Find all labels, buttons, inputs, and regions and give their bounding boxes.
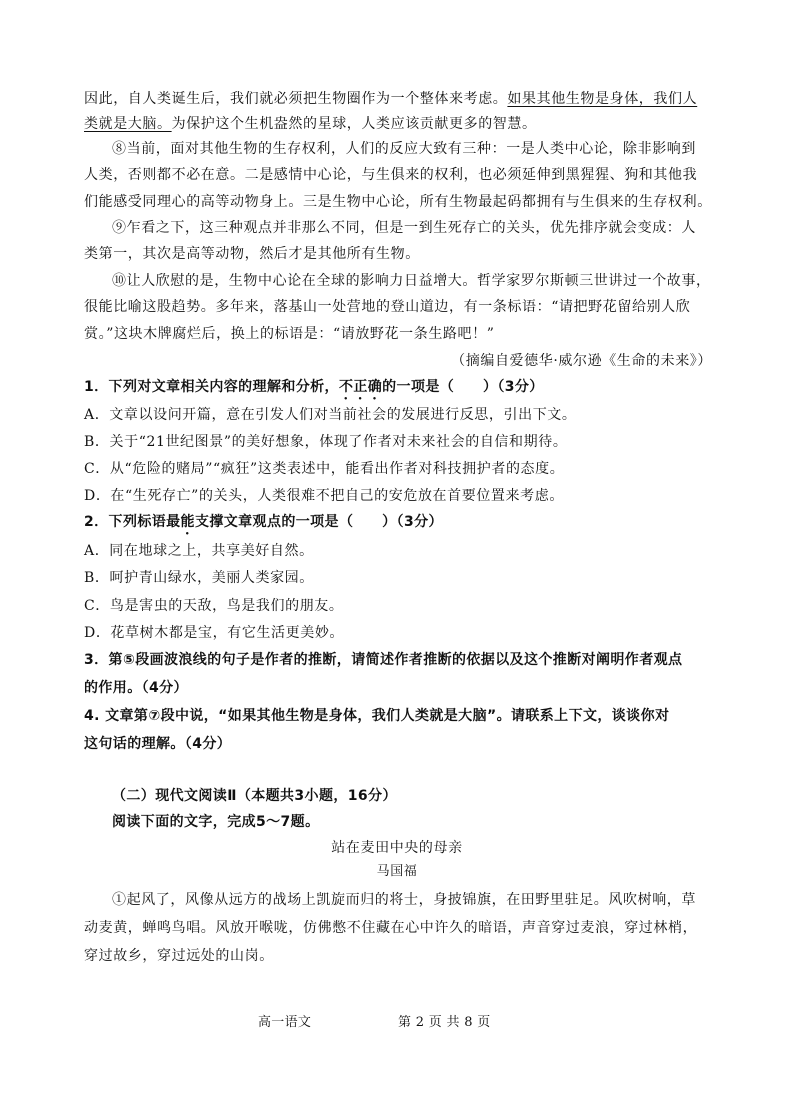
para7-underlined-sentence-part2: 类就是大脑。	[84, 116, 172, 132]
question-1-stem-pre: 1．下列对文章相关内容的理解和分析，	[84, 379, 339, 395]
question-3-line2: 的作用。（4分）	[84, 680, 188, 696]
source-citation: （摘编自爱德华·威尔逊《生命的未来》）	[451, 353, 712, 369]
para8-line1: ⑧当前，面对其他生物的生存权利，人们的反应大致有三种：一是人类中心论，除非影响到	[112, 141, 696, 157]
para7-line1	[84, 89, 697, 109]
para7-underlined-sentence-part1: 如果其他生物是身体，我们人	[507, 91, 698, 107]
para7-line2-text: 为保护这个生机盎然的星球，人类应该贡献更多的智慧。	[171, 116, 537, 132]
question-2-stem-post: 支撑文章观点的一项是（ ）（3分）	[194, 514, 443, 530]
para9-line2: 类第一，其次是高等动物，然后才是其他所有生物。	[84, 246, 420, 262]
question-1-option-b: B．关于“21世纪图景”的美好想象，体现了作者对未来社会的自信和期待。	[84, 434, 568, 450]
footer-subject: 高一语文	[258, 1015, 312, 1030]
question-1-option-a: A．文章以设问开篇，意在引发人们对当前社会的发展进行反思，引出下文。	[84, 407, 577, 423]
section-2-instruction: 阅读下面的文字，完成5～7题。	[112, 814, 320, 830]
question-1-emphasis: 不正确	[338, 379, 383, 395]
question-2-stem-pre: 2．下列标语最	[84, 514, 181, 530]
article-para1-line1: ①起风了，风像从远方的战场上凯旋而归的将士，身披锦旗，在田野里驻足。风吹树响，草	[112, 892, 696, 908]
article-para1-line2: 动麦黄，蝉鸣鸟唱。风放开喉咙，仿佛憋不住藏在心中许久的暗语，声音穿过麦浪，穿过林梢，	[84, 920, 698, 936]
question-1-option-c: C．从“危险的赌局”“疯狂”这类表述中，能看出作者对科技拥护者的态度。	[84, 461, 565, 477]
question-1-option-d: D．在“生死存亡”的关头，人类很难不把自己的安危放在首要位置来考虑。	[84, 488, 564, 504]
question-2-option-c: C．鸟是害虫的天敌，鸟是我们的朋友。	[84, 598, 344, 614]
question-2-emphasis: 能	[180, 514, 195, 530]
question-2-option-d: D．花草树木都是宝，有它生活更美妙。	[84, 625, 345, 641]
para7-line1-text: 因此，自人类诞生后，我们就必须把生物圈作为一个整体来考虑。	[84, 91, 508, 107]
question-1-stem-post: 的一项是（ ）（3分）	[382, 379, 544, 395]
article-title: 站在麦田中央的母亲	[331, 840, 463, 856]
question-2-option-b: B．呵护青山绿水，美丽人类家园。	[84, 570, 314, 586]
footer-page-number: 第 2 页 共 8 页	[398, 1015, 491, 1030]
article-author: 马国福	[376, 864, 418, 879]
question-3-line1: 3．第⑤段画波浪线的句子是作者的推断，请简述作者推断的依据以及这个推断对阐明作者观点	[84, 652, 683, 668]
para10-line1: ⑩让人欣慰的是，生物中心论在全球的影响力日益增大。哲学家罗尔斯顿三世讲过一个故事，	[112, 273, 711, 289]
question-4-line1: 4. 文章第⑦段中说，“如果其他生物是身体，我们人类就是大脑”。请联系上下文，谈谈你对	[84, 708, 670, 724]
question-2-option-a: A．同在地球之上，共享美好自然。	[84, 543, 314, 559]
question-1-stem	[84, 377, 544, 403]
para9-line1: ⑨乍看之下，这三种观点并非那么不同，但是一到生死存亡的关头，优先排序就会变成：人	[112, 220, 696, 236]
para10-line3: 赏。”这块木牌腐烂后，换上的标语是：“请放野花一条生路吧！”	[84, 326, 495, 342]
section-2-heading: （二）现代文阅读Ⅱ（本题共3小题，16分）	[112, 788, 397, 804]
question-4-line2: 这句话的理解。（4分）	[84, 736, 232, 752]
article-para1-line3: 穿过故乡，穿过远处的山岗。	[84, 948, 274, 964]
para10-line2: 很能比喻这股趋势。多年来，落基山一处营地的登山道边，有一条标语：“请把野花留给别人欣	[84, 299, 691, 315]
para8-line2: 人类，否则都不必在意。二是感情中心论，与生俱来的权利，也必须延伸到黑猩猩、狗和其他我	[84, 167, 698, 183]
question-2-stem	[84, 512, 443, 538]
para8-line3: 们能感受同理心的高等动物身上。三是生物中心论，所有生物最起码都拥有与生俱来的生存权利。	[84, 194, 712, 210]
para7-line2	[84, 114, 537, 134]
